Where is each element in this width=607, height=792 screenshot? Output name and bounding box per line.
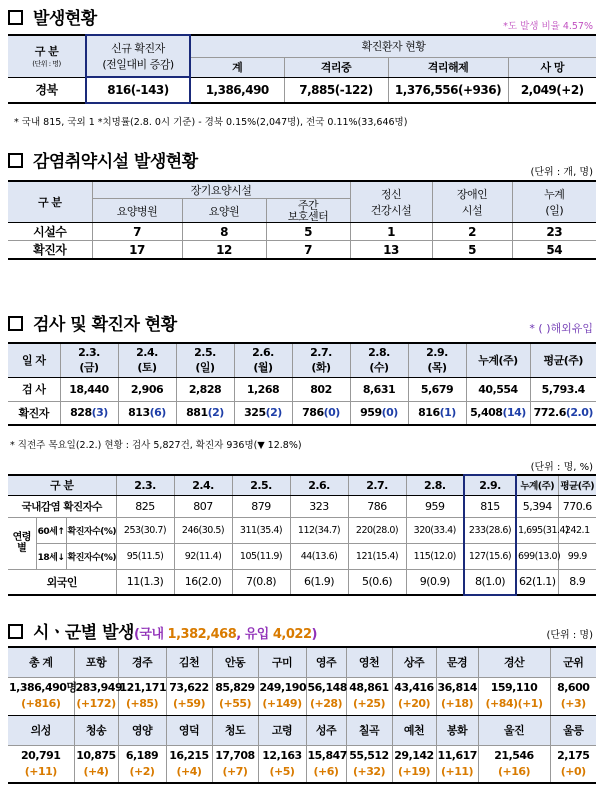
foreign-value: 11(1.3): [116, 569, 174, 595]
city-name: 의성: [8, 715, 74, 745]
age18-value: 95(11.5): [116, 543, 174, 569]
header-date: 일 자: [8, 343, 60, 377]
city-name: 영양: [118, 715, 166, 745]
header-date-2: 2.4. (토): [118, 343, 176, 377]
section-title-tests: 검사 및 확진자 현황: [8, 310, 177, 335]
city-name: 울진: [478, 715, 550, 745]
age60-value: 112(34.7): [290, 517, 348, 543]
city-name: 영천: [346, 647, 392, 677]
city-count: 56,148 (+28): [306, 677, 346, 715]
city-count: 85,829 (+55): [212, 677, 258, 715]
city-name: 영덕: [166, 715, 212, 745]
domestic-value: 770.6: [558, 495, 596, 517]
city-name: 구미: [258, 647, 306, 677]
header-date-7: 2.9. (목): [408, 343, 466, 377]
foreign-value: 5(0.6): [348, 569, 406, 595]
city-name: 성주: [306, 715, 346, 745]
test-count: 2,828: [176, 377, 234, 401]
age18-value: 92(11.4): [174, 543, 232, 569]
header-date-4: 2.6. (월): [234, 343, 292, 377]
tests-table: [8, 342, 596, 426]
city-name: 청송: [74, 715, 118, 745]
city-count: 283,949 (+172): [74, 677, 118, 715]
city-count: 55,512 (+32): [346, 745, 392, 783]
age60-value: 233(28.6): [464, 517, 516, 543]
foreign-value: 16(2.0): [174, 569, 232, 595]
foreign-value: 9(0.9): [406, 569, 464, 595]
city-count: 11,617 (+11): [436, 745, 478, 783]
header-gubun: 구 분: [8, 181, 92, 223]
header-cumulative: 누계 (일): [512, 181, 596, 223]
header-nursing-hospital: 요양병원: [92, 199, 182, 223]
confirmed-count: 772.6(2.0): [533, 406, 593, 420]
value-isolating: 7,885(-122): [284, 77, 388, 103]
city-count: 249,190 (+149): [258, 677, 306, 715]
checkbox-square-icon: [8, 10, 23, 25]
domestic-value: 959: [406, 495, 464, 517]
city-count: 1,386,490명 (+816): [8, 677, 74, 715]
overseas-note: * ( )해외유입: [529, 322, 593, 335]
header-nursing-home: 요양원: [182, 199, 266, 223]
domestic-value: 825: [116, 495, 174, 517]
header-date-1: 2.3. (금): [60, 343, 118, 377]
row-label-age-group: 연령별: [8, 517, 36, 569]
domestic-value: 786: [348, 495, 406, 517]
header-case-status: 확진환자 현황: [190, 35, 596, 57]
row-label-gyeongbuk: 경북: [8, 77, 86, 103]
confirmed-count: 828(3): [60, 401, 118, 425]
test-count: 5,679: [408, 377, 466, 401]
age60-value: 220(28.0): [348, 517, 406, 543]
city-unit: (단위 : 명): [546, 630, 593, 641]
header-average: 평균(주): [530, 343, 596, 377]
age60-value: 320(33.4): [406, 517, 464, 543]
foreign-value: 62(1.1): [516, 569, 558, 595]
city-count: 48,861 (+25): [346, 677, 392, 715]
city-name: 청도: [212, 715, 258, 745]
city-name: 경산: [478, 647, 550, 677]
city-count: 6,189 (+2): [118, 745, 166, 783]
value-total: 1,386,490: [190, 77, 284, 103]
checkbox-square-icon: [8, 624, 23, 639]
header-date-7: 2.9.: [464, 475, 516, 495]
city-count: 121,171 (+85): [118, 677, 166, 715]
occurrence-footnote: * 국내 815, 국외 1 *치명률(2.8. 0시 기준) - 경북 0.15%(2,047명), 전국 0.11%(33,646명): [14, 117, 408, 128]
header-total: 계: [190, 57, 284, 77]
city-name: 김천: [166, 647, 212, 677]
age60-value: 253(30.7): [116, 517, 174, 543]
header-gubun: 구 분: [8, 475, 116, 495]
city-count: 20,791 (+11): [8, 745, 74, 783]
header-new-cases: 신규 확진자 (전일대비 증감): [86, 35, 190, 77]
test-count: 2,906: [118, 377, 176, 401]
row-label-age-60: 60세↑: [36, 517, 66, 543]
rate-note: *도 발생 비율 4.57%: [503, 21, 593, 32]
age18-value: 121(15.4): [348, 543, 406, 569]
confirmed-count: 325(2): [234, 401, 292, 425]
test-count: 40,554: [466, 377, 530, 401]
city-count: 17,708 (+7): [212, 745, 258, 783]
row-label-confirmed-pct: 확진자수(%): [66, 543, 116, 569]
row-label-domestic: 국내감염 확진자수: [8, 495, 116, 517]
header-day-care: 주간 보호센터: [266, 199, 350, 223]
header-released: 격리해제: [388, 57, 508, 77]
row-label-confirmed: 확진자: [8, 401, 60, 425]
section-title-facilities: 감염취약시설 발생현황: [8, 147, 198, 172]
header-gubun: 구 분 (단위 : 명): [8, 35, 86, 77]
row-facility-count: 시설수 7 8 5 1 2 23: [8, 223, 596, 241]
header-date-4: 2.6.: [290, 475, 348, 495]
domestic-value: 5,394: [516, 495, 558, 517]
domestic-value: 879: [232, 495, 290, 517]
confirmed-count: 816(1): [408, 401, 466, 425]
confirmed-count: 786(0): [292, 401, 350, 425]
header-mental-health: 정신 건강시설: [350, 181, 432, 223]
header-average: 평균(주): [558, 475, 596, 495]
test-count: 18,440: [60, 377, 118, 401]
city-count: 10,875 (+4): [74, 745, 118, 783]
city-count: 15,847 (+6): [306, 745, 346, 783]
row-label-tests: 검 사: [8, 377, 60, 401]
facilities-table: [8, 180, 596, 260]
city-name: 칠곡: [346, 715, 392, 745]
header-date-3: 2.5.: [232, 475, 290, 495]
test-count: 8,631: [350, 377, 408, 401]
header-disability: 장애인 시설: [432, 181, 512, 223]
city-count: 36,814 (+18): [436, 677, 478, 715]
age18-value: 99.9: [558, 543, 596, 569]
city-count: 12,163 (+5): [258, 745, 306, 783]
checkbox-square-icon: [8, 316, 23, 331]
value-deaths: 2,049(+2): [520, 82, 584, 97]
age60-value: 246(30.5): [174, 517, 232, 543]
city-count: 29,142 (+19): [392, 745, 436, 783]
city-count: 159,110 (+84)(+1): [478, 677, 550, 715]
header-deaths: 사 망: [508, 57, 596, 77]
city-name: 상주: [392, 647, 436, 677]
header-date-6: 2.8. (수): [350, 343, 408, 377]
occurrence-table: [8, 34, 596, 104]
city-name: 문경: [436, 647, 478, 677]
age18-value: 115(12.0): [406, 543, 464, 569]
city-table: [8, 646, 596, 784]
city-count: 43,416 (+20): [392, 677, 436, 715]
header-long-term-care: 장기요양시설: [92, 181, 350, 199]
city-name: 예천: [392, 715, 436, 745]
city-count: 2,175 (+0): [557, 748, 590, 778]
domestic-value: 323: [290, 495, 348, 517]
row-label-confirmed-pct: 확진자수(%): [66, 517, 116, 543]
header-date-5: 2.7. (화): [292, 343, 350, 377]
city-name: 봉화: [436, 715, 478, 745]
domestic-value: 807: [174, 495, 232, 517]
value-released: 1,376,556(+936): [388, 77, 508, 103]
domestic-value: 815: [464, 495, 516, 517]
header-date-1: 2.3.: [116, 475, 174, 495]
section-title-by-city: 시ㆍ군별 발생(국내 1,382,468, 유입 4,022): [8, 618, 317, 643]
city-name: 영주: [306, 647, 346, 677]
city-name: 고령: [258, 715, 306, 745]
header-date-5: 2.7.: [348, 475, 406, 495]
age18-value: 44(13.6): [290, 543, 348, 569]
age18-value: 699(13.0): [516, 543, 558, 569]
age60-value: 1,695(31.4): [516, 517, 558, 543]
value-new-cases: 816(-143): [86, 77, 190, 103]
city-name: 포항: [74, 647, 118, 677]
city-count: 16,215 (+4): [166, 745, 212, 783]
city-name: 군위: [550, 647, 596, 677]
age60-value: 311(35.4): [232, 517, 290, 543]
foreign-value: 6(1.9): [290, 569, 348, 595]
row-label-foreign: 외국인: [8, 569, 116, 595]
city-count: 73,622 (+59): [166, 677, 212, 715]
header-date-3: 2.5. (일): [176, 343, 234, 377]
city-name: 총 계: [8, 647, 74, 677]
facilities-unit: (단위 : 개, 명): [530, 167, 593, 178]
checkbox-square-icon: [8, 153, 23, 168]
test-count: 5,793.4: [530, 377, 596, 401]
test-count: 802: [292, 377, 350, 401]
row-confirmed: 확진자 17 12 7 13 5 54: [8, 241, 596, 260]
confirmed-count: 5,408(14): [466, 401, 530, 425]
age-table: [8, 474, 596, 596]
age18-value: 105(11.9): [232, 543, 290, 569]
city-name: 경주: [118, 647, 166, 677]
header-date-2: 2.4.: [174, 475, 232, 495]
section-title-occurrence: 발생현황: [8, 4, 97, 29]
city-count: 21,546 (+16): [478, 745, 550, 783]
age60-value: 242.1: [558, 517, 596, 543]
foreign-value: 8(1.0): [464, 569, 516, 595]
row-label-age-18: 18세↓: [36, 543, 66, 569]
city-count: 8,600 (+3): [550, 677, 596, 715]
city-name: 울릉: [550, 715, 596, 745]
confirmed-count: 881(2): [176, 401, 234, 425]
foreign-value: 7(0.8): [232, 569, 290, 595]
header-date-6: 2.8.: [406, 475, 464, 495]
confirmed-count: 959(0): [350, 401, 408, 425]
city-name: 안동: [212, 647, 258, 677]
header-cumulative: 누계(주): [516, 475, 558, 495]
header-cumulative: 누계(주): [466, 343, 530, 377]
header-isolating: 격리중: [284, 57, 388, 77]
confirmed-count: 813(6): [118, 401, 176, 425]
foreign-value: 8.9: [569, 575, 586, 589]
tests-unit: (단위 : 명, %): [530, 462, 593, 473]
tests-footnote: * 직전주 목요일(2.2.) 현황 : 검사 5,827건, 확진자 936명(▼ 12.8%): [10, 440, 302, 451]
test-count: 1,268: [234, 377, 292, 401]
age18-value: 127(15.6): [464, 543, 516, 569]
